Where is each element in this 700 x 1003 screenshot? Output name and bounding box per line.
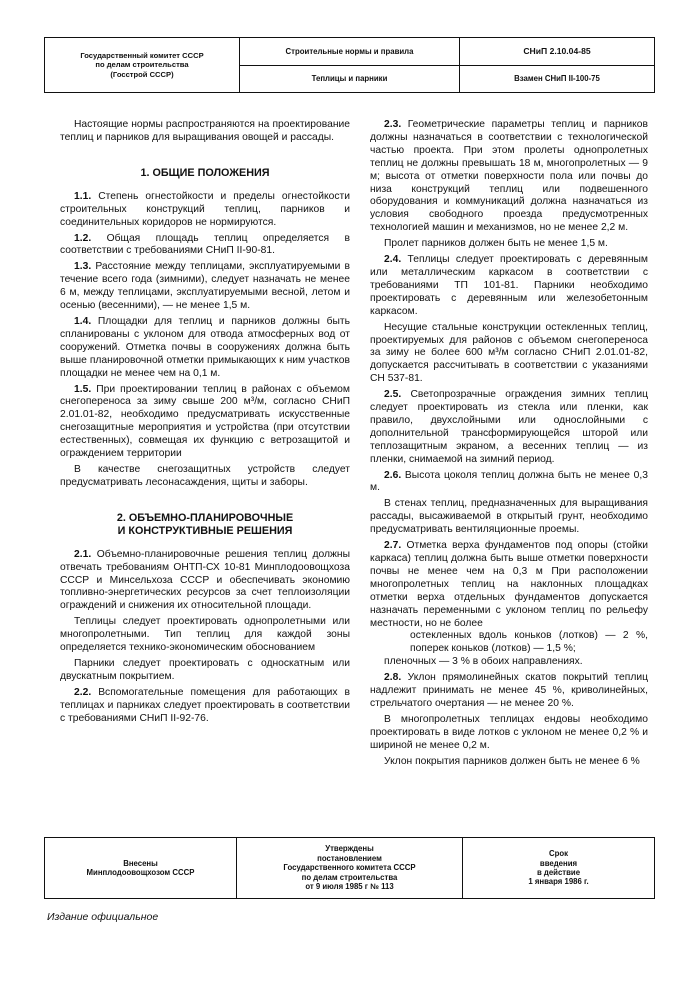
approved-line: Утверждены (325, 844, 374, 854)
clause-number: 1.5. (74, 383, 92, 395)
clause-1-4 (60, 316, 350, 381)
clause-number: 2.4. (384, 254, 402, 266)
clause-2-7 (370, 540, 648, 630)
clause-2-3 (370, 119, 648, 235)
clause-number: 2.6. (384, 469, 402, 481)
approved-by-cell (237, 838, 463, 898)
organization-line: по делам строительства (95, 60, 189, 70)
clause-2-8-parniki: Уклон покрытия парников должен быть не менее 6 % (384, 755, 640, 767)
clause-2-7-slopes-glass: остекленных вдоль коньков (лотков) — 2 %, поперек коньков (лотков) — 1,5 %; (410, 630, 648, 655)
right-column (370, 119, 648, 772)
introduced-by-cell (45, 838, 237, 898)
clause-2-1-parniki: Парники следует проектировать с односкатным или двускатным покрытием. (60, 658, 350, 682)
clause-2-8 (370, 672, 648, 711)
section-2-title-line1: 2. ОБЪЕМНО-ПЛАНИРОВОЧНЫЕ (116, 511, 294, 524)
doc-title: Теплицы и парники (240, 65, 459, 93)
clause-text: Уклон прямолинейных скатов покрытий теплиц надлежит принимать не менее 45 %, криволинейных, стрельчатого очертания — не менее 20 %. (370, 672, 648, 709)
clause-1-5 (60, 384, 350, 461)
organization-line: Государственный комитет СССР (80, 50, 204, 60)
clause-number: 1.2. (74, 232, 92, 244)
clause-number: 2.2. (74, 686, 92, 698)
clause-text: Светопрозрачные ограждения зимних теплиц следует проектировать из стекла или пленки, как правило, двухслойными или однослойными с дополнительной трансформирующейся шторой или теплозащитным экраном, а весенних теплиц — из пленки, снимаемой на зимний период. (370, 389, 648, 465)
clause-text: Площадки для теплиц и парников должны быть спланированы с уклоном для отвода атмосферных вод от сооружений. Отметка почвы в сооружениях должна быть выше планировочной отметки примыкающих к ним участков площадки не менее чем на 0,1 м. (60, 315, 350, 379)
intro-paragraph: Настоящие нормы распространяются на проектирование теплиц и парников для выращивания овощей и рассады. (60, 119, 350, 143)
introduced-line: Внесены (123, 858, 158, 868)
clause-number: 2.1. (74, 548, 92, 560)
clause-2-4 (370, 254, 648, 319)
clause-text: Геометрические параметры теплиц и парников должны назначаться в соответствии с технологической частью проекта. При этом пролеты однопролетных теплиц не должны превышать 18 м, многопролетных — 9 м; высота от отметки поверхности пола или почвы до низа конструкций теплиц или подвешенного оборудования и коммуникаций должна назначаться из условия свободного проезда предусмотренных технологией машин и механизмов, но не менее 2,2 м. (370, 119, 648, 234)
clause-2-3-continued: Пролет парников должен быть не менее 1,5 м. (384, 238, 608, 250)
clause-2-6-continued: В стенах теплиц, предназначенных для выращивания рассады, высаживаемой в открытый грунт, необходимо предусматривать вентиляционные проемы. (370, 498, 648, 536)
clause-text: Теплицы следует проектировать с деревянным или металлическим каркасом в соответствии с требованиями ТП 101-81. Парники необходимо проектировать с деревянным или железобетонным каркасом. (370, 254, 648, 317)
clause-1-3 (60, 261, 350, 313)
organization-line: (Госстрой СССР) (110, 69, 174, 79)
clause-2-6 (370, 470, 648, 496)
clause-number: 2.7. (384, 540, 402, 552)
clause-text: Высота цоколя теплиц должна быть не менее 0,3 м. (370, 469, 648, 494)
clause-2-4-continued: Несущие стальные конструкции остекленных теплиц, проектируемых для районов с объемом снегопереноса за зиму не более 600 м³/м согласно СНиП 2.01.01-82, допускается рассчитывать в соответствии с указаниями СН 537-81. (370, 321, 648, 385)
document-header-table (44, 37, 655, 93)
clause-text: Объемно-планировочные решения теплиц должны отвечать требованиям ОНТП-СХ 10-81 Минплодоовощхоза СССР и Минсельхоза СССР и обеспечивать экономию топливно-энергетических ресурсов за счет теплоизоляции ограждений и снижения их относительной площади. (60, 548, 350, 612)
section-1-title: 1. ОБЩИЕ ПОЛОЖЕНИЯ (140, 166, 270, 179)
official-edition-note: Издание официальное (47, 911, 159, 923)
clause-1-5-continued: В качестве снегозащитных устройств следует предусматривать лесонасаждения, щиты и заборы. (60, 463, 350, 488)
approval-table (44, 837, 655, 899)
clause-2-5 (370, 389, 648, 466)
effective-date-cell (463, 838, 654, 898)
clause-2-8-continued: В многопролетных теплицах ендовы необходимо проектировать в виде лотков с уклоном не менее 0,2 % и шириной не менее 0,2 м. (370, 713, 648, 751)
effective-line: Срок (548, 849, 569, 859)
approved-line: Государственного комитета СССР (283, 863, 416, 873)
clause-number: 1.1. (74, 190, 92, 202)
clause-1-1 (60, 191, 350, 230)
approved-line: от 9 июля 1985 г № 113 (305, 882, 394, 892)
clause-number: 2.3. (384, 119, 402, 130)
section-2-title-line2: И КОНСТРУКТИВНЫЕ РЕШЕНИЯ (117, 524, 293, 537)
clause-text: Отметка верха фундаментов под опоры (стойки каркаса) теплиц должна быть выше отметки поверхности почвы не менее чем на 0,3 м При расположении многопролетных теплиц на наклонных площадках отметки верха отдельных фундаментов допускается назначать переменными с уклоном теплиц по рельефу местности, но не более (370, 540, 648, 629)
replaces-note: Взамен СНиП II-100-75 (460, 65, 654, 93)
doc-type: Строительные нормы и правила (285, 46, 414, 56)
clause-2-1-continued: Теплицы следует проектировать однопролетными или многопролетными. Тип теплиц для каждой зоны определяется технико-экономическим обоснованием (60, 616, 350, 654)
doc-code: СНиП 2.10.04-85 (523, 46, 591, 57)
approved-line: постановлением (317, 853, 382, 863)
left-column (60, 119, 350, 729)
approved-line: по делам строительства (301, 872, 398, 882)
effective-line: 1 января 1986 г. (528, 877, 589, 887)
clause-number: 1.4. (74, 315, 92, 327)
effective-line: в действие (536, 868, 581, 877)
clause-2-7-slopes-film: пленочных — 3 % в обоих направлениях. (384, 656, 583, 668)
clause-text: Общая площадь теплиц определяется в соответствии с требованиями СНиП II-90-81. (60, 232, 350, 257)
header-organization (45, 38, 240, 92)
clause-2-2 (60, 687, 350, 726)
clause-1-2 (60, 233, 350, 259)
clause-text: Расстояние между теплицами, эксплуатируемыми в течение всего года (зимними), следует назначать не менее 6 м, между теплицами, эксплуатируемыми весной, летом и осенью (весенними), — не менее 1,5 м. (60, 261, 350, 312)
clause-text: Вспомогательные помещения для работающих в теплицах и парниках следует проектировать в соответствии с требованиями СНиП II-92-76. (60, 686, 350, 724)
clause-text: Степень огнестойкости и пределы огнестойкости строительных конструкций теплиц, парников и соединительных коридоров не нормируются. (60, 190, 350, 228)
clause-2-1 (60, 549, 350, 614)
clause-number: 1.3. (74, 261, 92, 273)
effective-line: введения (539, 858, 578, 868)
introduced-line: Минплодоовощхозом СССР (86, 868, 195, 877)
header-code-block (460, 38, 654, 92)
clause-text: При проектировании теплиц в районах с объемом снегопереноса за зиму свыше 200 м³/м, согласно СНиП 2.01.01-82, необходимо предусматривать искусственные снегозащитные мероприятия и устройства (при отсутствии естественных), совмещая их функцию с ветрозащитой и ограждением территории (60, 383, 350, 460)
clause-number: 2.5. (384, 389, 402, 401)
clause-number: 2.8. (384, 672, 402, 684)
header-title-block (240, 38, 460, 92)
